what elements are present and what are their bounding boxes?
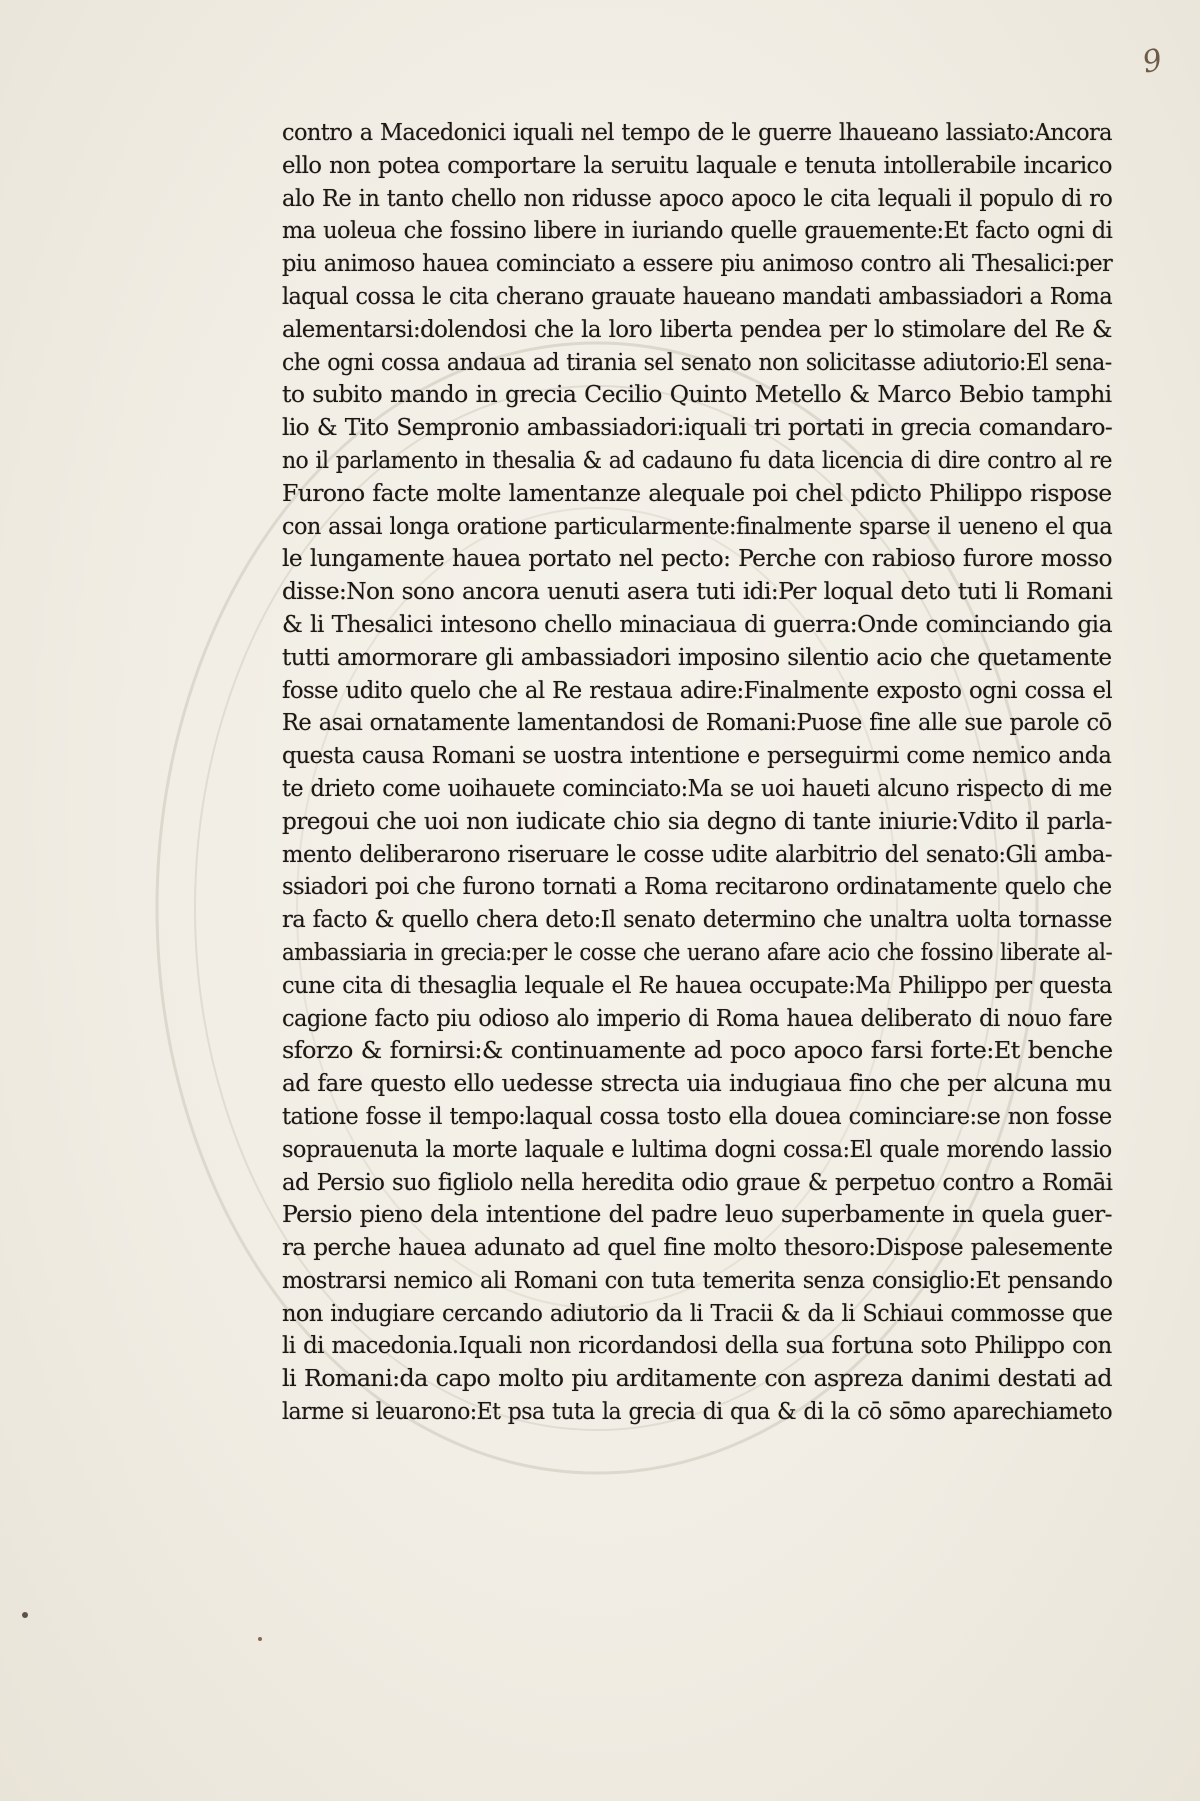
text-line: te drieto come uoihauete cominciato:Ma se uoi haueti alcuno rispecto di me bbox=[282, 773, 1112, 802]
text-line: Re asai ornatamente lamentandosi de Romani:Puose fine alle sue parole cō bbox=[282, 708, 1112, 737]
text-line: alo Re in tanto chello non ridusse apoco apoco le cita lequali il populo di ro bbox=[282, 183, 1113, 212]
text-line: ra facto & quello chera deto:Il senato determino che unaltra uolta tornasse bbox=[282, 905, 1112, 934]
text-line: lio & Tito Sempronio ambassiadori:iquali tri portati in grecia comandaro- bbox=[282, 413, 1113, 442]
text-line: mostrarsi nemico ali Romani con tuta temerita senza consiglio:Et pensando bbox=[282, 1265, 1113, 1294]
text-line: to subito mando in grecia Cecilio Quinto Metello & Marco Bebio tamphi bbox=[282, 380, 1112, 409]
text-line: sforzo & fornirsi:& continuamente ad poco apoco farsi forte:Et benche bbox=[282, 1036, 1113, 1065]
text-line: le lungamente hauea portato nel pecto: Perche con rabioso furore mosso bbox=[282, 544, 1112, 573]
text-line: ello non potea comportare la seruitu laquale e tenuta intollerabile incarico bbox=[282, 150, 1112, 179]
text-line: ra perche hauea adunato ad quel fine molto thesoro:Dispose palesemente bbox=[282, 1233, 1113, 1262]
text-line: & li Thesalici intesono chello minaciaua di guerra:Onde cominciando gia bbox=[282, 609, 1112, 638]
text-line: Furono facte molte lamentanze alequale poi chel pdicto Philippo rispose bbox=[282, 478, 1112, 507]
text-line: disse:Non sono ancora uenuti asera tuti idi:Per loqual deto tuti li Romani bbox=[282, 577, 1113, 606]
text-line: ambassiaria in grecia:per le cosse che uerano afare acio che fossino liberate al- bbox=[282, 937, 1113, 966]
text-line: che ogni cossa andaua ad tirania sel senato non solicitasse adiutorio:El sena- bbox=[282, 347, 1112, 376]
text-line: larme si leuarono:Et psa tuta la grecia di qua & di la cō sōmo aparechiameto bbox=[282, 1397, 1113, 1426]
foxing-spot bbox=[22, 1612, 28, 1618]
text-line: contro a Macedonici iquali nel tempo de le guerre lhaueano lassiato:Ancora bbox=[282, 118, 1112, 146]
folio-mark: 9 bbox=[1139, 42, 1166, 81]
text-line: alementarsi:dolendosi che la loro liberta pendea per lo stimolare del Re & bbox=[282, 314, 1112, 343]
foxing-spot bbox=[258, 1637, 262, 1641]
text-line: ssiadori poi che furono tornati a Roma recitarono ordinatamente quelo che bbox=[282, 872, 1112, 901]
text-line: cagione facto piu odioso alo imperio di Roma hauea deliberato di nouo fare bbox=[282, 1003, 1113, 1032]
text-line: tatione fosse il tempo:laqual cossa tosto ella douea cominciare:se non fosse bbox=[282, 1101, 1112, 1130]
text-line: ad fare questo ello uedesse strecta uia indugiaua fino che per alcuna mu bbox=[282, 1069, 1112, 1098]
text-line: Persio pieno dela intentione del padre leuo superbamente in quela guer- bbox=[282, 1200, 1112, 1229]
text-line: piu animoso hauea cominciato a essere piu animoso contro ali Thesalici:per bbox=[282, 249, 1113, 278]
text-line: con assai longa oratione particularmente:finalmente sparse il ueneno el qua bbox=[282, 511, 1113, 540]
text-line: non indugiare cercando adiutorio da li Tracii & da li Schiaui commosse que bbox=[282, 1298, 1113, 1327]
text-line: laqual cossa le cita cherano grauate haueano mandati ambassiadori a Roma bbox=[282, 281, 1113, 310]
text-line: tutti amormorare gli ambassiadori imposino silentio acio che quetamente bbox=[282, 642, 1112, 671]
text-line: mento deliberarono riseruare le cosse udite alarbitrio del senato:Gli amba- bbox=[282, 839, 1112, 868]
text-line: pregoui che uoi non iudicate chio sia degno di tante iniurie:Vdito il parla- bbox=[282, 806, 1112, 835]
text-line: li Romani:da capo molto piu arditamente con aspreza danimi destati ad bbox=[282, 1364, 1112, 1393]
text-line: soprauenuta la morte laquale e lultima dogni cossa:El quale morendo lassio bbox=[282, 1134, 1112, 1163]
text-line: ad Persio suo figliolo nella heredita odio graue & perpetuo contro a Romāi bbox=[282, 1167, 1113, 1196]
text-line: fosse udito quelo che al Re restaua adire:Finalmente exposto ogni cossa el bbox=[282, 675, 1113, 704]
text-line: li di macedonia.Iquali non ricordandosi della sua fortuna soto Philippo con bbox=[282, 1331, 1112, 1360]
text-line: ma uoleua che fossino libere in iuriando quelle grauemente:Et facto ogni di bbox=[282, 216, 1113, 245]
text-line: questa causa Romani se uostra intentione e perseguirmi come nemico anda bbox=[282, 741, 1112, 770]
text-block bbox=[282, 116, 1112, 1428]
text-line: cune cita di thesaglia lequale el Re hauea occupate:Ma Philippo per questa bbox=[282, 970, 1113, 999]
text-line: no il parlamento in thesalia & ad cadauno fu data licencia di dire contro al re bbox=[282, 445, 1112, 474]
